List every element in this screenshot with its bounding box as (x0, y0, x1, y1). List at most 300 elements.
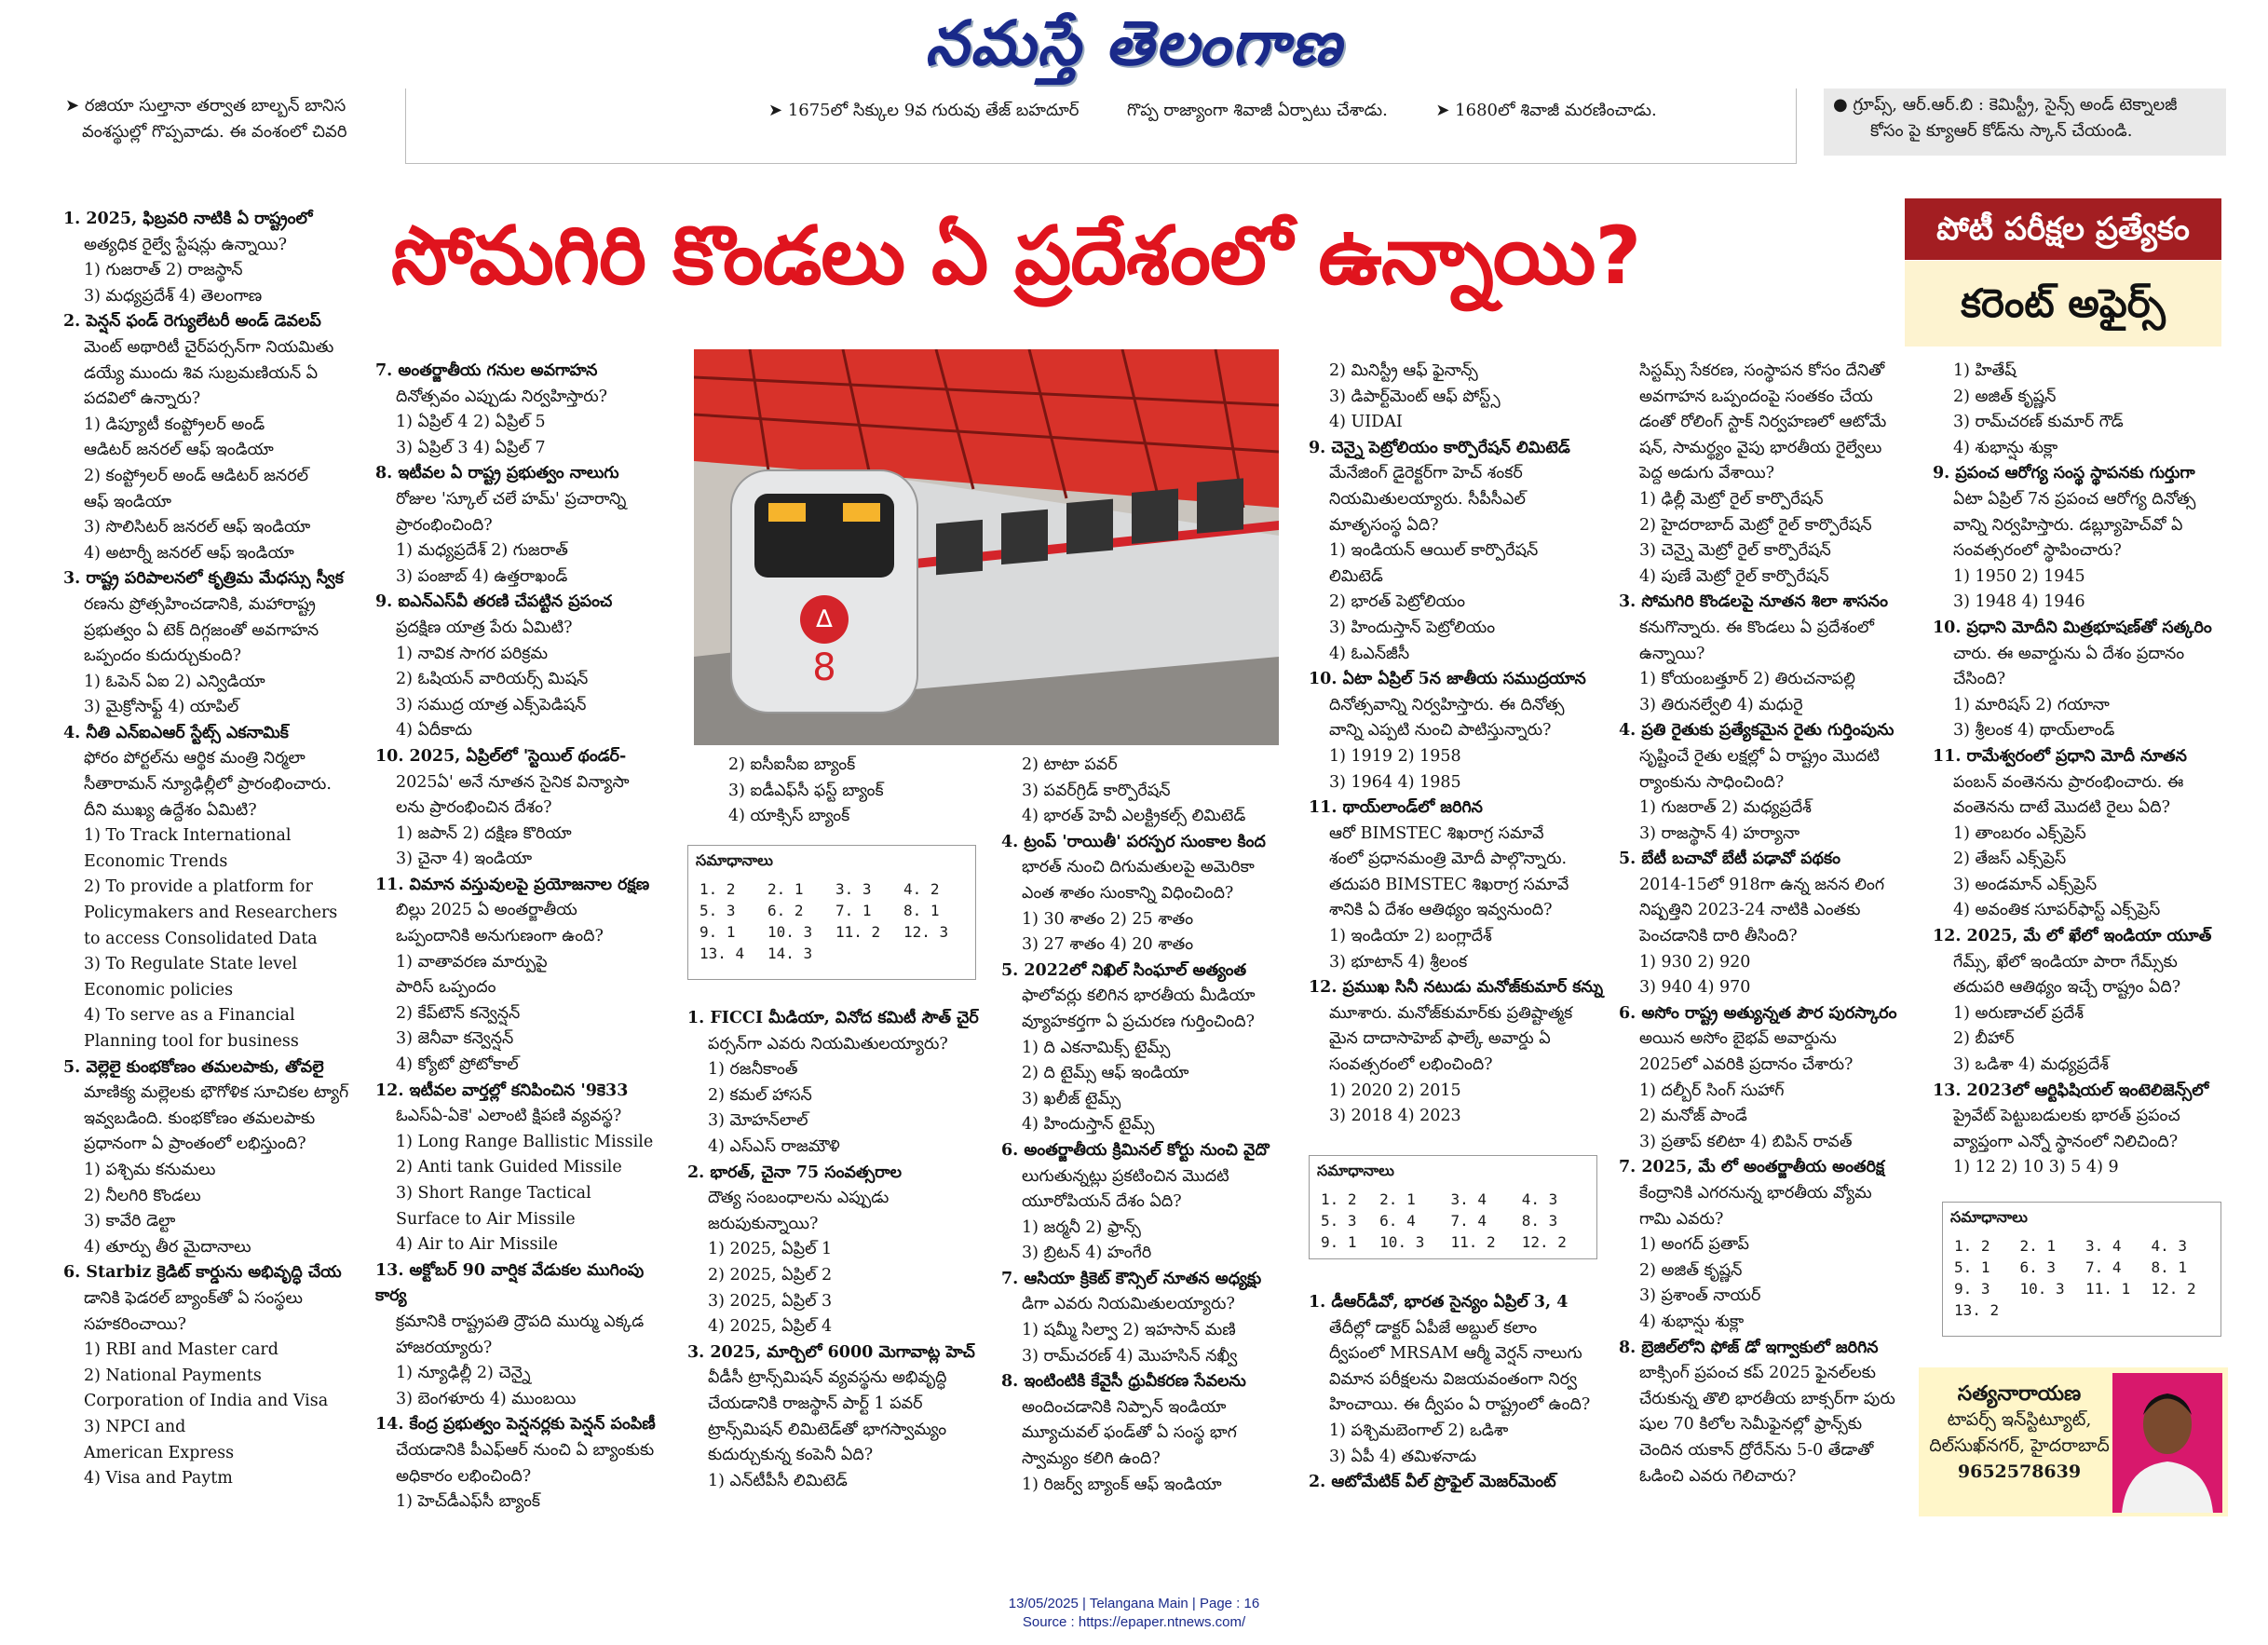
answer-cell: 13. 2 (1954, 1301, 2000, 1319)
text-line: ప్రధానంగా ఏ ప్రాంతంలో లభిస్తుంది? (84, 1135, 306, 1154)
text-line: మ్యూచువల్ ఫండ్‌తో ఏ సంస్థ భాగ (1022, 1423, 1237, 1443)
answer-cell (900, 943, 968, 964)
text-line: అవగాహన ఒప్పందంపై సంతకం చేయ (1639, 387, 1873, 406)
text-line: 1) పశ్చిమబెంగాల్ 2) ఒడిశా (1329, 1421, 1509, 1440)
text-line: 3) హిందుస్తాన్ పెట్రోలియం (1329, 618, 1496, 637)
answer-cell: 10. 3 (1379, 1233, 1425, 1251)
text-line: 3) చెన్నై మెట్రో రైల్ కార్పొరేషన్ (1639, 541, 1831, 561)
text-line: 2) ఐసీఐసీఐ బ్యాంక్ (728, 755, 856, 774)
text-line: మేనేజింగ్ డైరెక్టర్‌గా హెచ్ శంకర్ (1329, 464, 1523, 483)
text-line: 6. Starbiz క్రెడిట్ కార్డును అభివృద్ధి చేయ (63, 1263, 342, 1283)
text-line: 4. ట్రంప్ 'రాయితీ' పరస్పర సుంకాల కింద (1001, 832, 1266, 851)
text-line: Economic Trends (84, 851, 228, 871)
text-line: ప్రభుత్వం ఏ టెక్ దిగ్గజంతో అవగాహన (84, 620, 319, 640)
text-line: 1) ఇండియన్ ఆయిల్ కార్పొరేషన్ (1329, 541, 1539, 561)
text-line: డంతో రోలింగ్ స్టాక్ నిర్వహణలో ఆటోమే (1639, 413, 1887, 432)
text-line: 7. ఆసియా క్రికెట్ కౌన్సిల్ నూతన అధ్యక్షు (1001, 1269, 1262, 1288)
text-line: 1) ఇండియా 2) బంగ్లాదేశ్ (1329, 927, 1492, 946)
column-3-top (708, 753, 987, 830)
text-line: ఓడించి ఎవరు గెలిచారు? (1639, 1466, 1797, 1486)
column-7 (1933, 359, 2231, 1181)
text-line: 3) 1948 4) 1946 (1953, 592, 2085, 612)
text-line: ఆఫ్ ఇండియా (84, 492, 171, 511)
text-line: 1. డీఆర్‌డీవో, భారత సైన్యం ఏప్రిల్ 3, 4 (1309, 1293, 1569, 1312)
text-line: గామి ఎవరు? (1639, 1209, 1724, 1229)
text-line: to access Consolidated Data (84, 929, 318, 948)
text-line: హించాయి. ఈ ద్వీపం ఏ రాష్ట్రంలో ఉంది? (1329, 1395, 1591, 1415)
text-line: ప్రారంభించింది? (396, 515, 493, 535)
text-line: ఎంత శాతం సుంకాన్ని విధించింది? (1022, 883, 1234, 903)
text-line: 3) రాజస్థాన్ 4) హర్యానా (1639, 823, 1800, 843)
text-line: 2) బీహార్ (1953, 1029, 2015, 1049)
text-line: Policymakers and Researchers (84, 904, 338, 923)
text-line: 1) ఏప్రిల్ 4 2) ఏప్రిల్ 5 (396, 413, 546, 432)
text-line: 4) To serve as a Financial (84, 1006, 295, 1026)
text-line: 4) యాక్సిస్ బ్యాంక్ (728, 807, 850, 826)
text-line: 8. ఇటీవల ఏ రాష్ట్ర ప్రభుత్వం నాలుగు (375, 464, 619, 483)
text-line: శానికి ఏ దేశం ఆతిథ్యం ఇవ్వనుంది? (1329, 901, 1553, 920)
answer-cell: 11. 2 (1450, 1233, 1496, 1251)
text-line: ఆడిటర్ జనరల్ ఆఫ్ ఇండియా (84, 441, 274, 460)
text-line: విమాన పరీక్షలను విజయవంతంగా నిర్వ (1329, 1369, 1578, 1389)
text-line: 3) రామ్‌చరణ్ 4) మొహసిన్ నఖ్వీ (1022, 1346, 1238, 1366)
text-line: 1) 2020 2) 2015 (1329, 1081, 1461, 1100)
text-line: రోజుల 'స్కూల్ చలే హమ్' ప్రచారాన్ని (396, 489, 627, 509)
text-line: కేంద్రానికి ఎగరనున్న భారతీయ వ్యోమ (1639, 1184, 1872, 1203)
text-line: 3) మోహన్‌లాల్ (708, 1111, 808, 1131)
metro-train-photo (694, 349, 1279, 745)
text-line: 2014-15లో 918గా ఉన్న జనన లింగ (1639, 875, 1885, 894)
answer-cell: 11. 1 (2085, 1280, 2131, 1298)
text-line: వంతెనను దాటే మొదటి రైలు ఏది? (1953, 798, 2170, 818)
text-line: 3. రాష్ట్ర పరిపాలనలో కృత్రిమ మేధస్సు స్వీక (63, 569, 344, 589)
answers-grid (696, 878, 968, 964)
text-line: నిష్పత్తిని 2023-24 నాటికి ఎంతకు (1639, 901, 1861, 920)
text-line: 8. ఇంటింటికి కేవైసీ ధ్రువీకరణ సేవలను (1001, 1372, 1246, 1392)
text-line: వీడీసీ ట్రాన్స్‌మిషన్ వ్యవస్థను అభివృద్ధి (708, 1368, 947, 1388)
text-line: American Express (84, 1443, 235, 1462)
text-line: 2. భారత్, చైనా 75 సంవత్సరాల (687, 1162, 903, 1182)
text-line: 3) మధ్యప్రదేశ్ 4) తెలంగాణ (84, 286, 263, 306)
text-line: 3) సముద్ర యాత్ర ఎక్స్‌పెడిషన్ (396, 695, 587, 714)
text-line: 1) 930 2) 920 (1639, 952, 1751, 972)
text-line: 1) రజనీకాంత్ (708, 1060, 798, 1080)
text-line: తదుపరి ఆతిథ్యం ఇచ్చే రాష్ట్రం ఏది? (1953, 978, 2181, 998)
text-line: 1) నావిక సాగర పరిక్రమ (396, 644, 548, 663)
column-4 (1001, 753, 1309, 1498)
text-line: 3) బ్రిటన్ 4) హంగేరి (1022, 1244, 1152, 1263)
text-line: 2. ఆటోమేటిక్ వీల్ ప్రొఫైల్ మెజర్‌మెంట్ (1309, 1473, 1556, 1492)
answers-title: సమాధానాలు (696, 851, 773, 869)
page-footer (0, 1595, 2268, 1632)
text-line: భారత్ నుంచి దిగుమతులపై అమెరికా (1022, 858, 1255, 877)
text-line: 1. FICCI మీడియా, వినోద కమిటీ సౌత్ చైర్ (687, 1009, 979, 1027)
text-line: డిగా ఎవరు నియమితులయ్యారు? (1022, 1295, 1235, 1314)
text-line: ర్యాంకును సాధించింది? (1639, 772, 1785, 792)
text-line: 14. కేంద్ర ప్రభుత్వం పెన్షనర్లకు పెన్షన్ పంపిణీ (375, 1415, 656, 1434)
text-line: తేదీల్లో డాక్టర్ ఏపీజే అబ్దుల్ కలాం (1329, 1318, 1538, 1338)
answer-cell: 9. 3 (1954, 1280, 1990, 1298)
text-line: 1) జర్మనీ 2) ఫ్రాన్స్ (1022, 1217, 1141, 1237)
answer-cell: 4. 2 (903, 880, 940, 898)
text-line: చేయడానికి రాజస్థాన్ పార్ట్ 1 పవర్ (708, 1393, 923, 1413)
text-line: 4) తూర్పు తీర మైదానాలు (84, 1237, 251, 1257)
text-line: 2) నీలగిరి కొండలు (84, 1186, 201, 1205)
text-line: 1) ఓపెన్ ఏఐ 2) ఎన్విడియా (84, 672, 265, 691)
text-line: సిస్టమ్స్ సేకరణ, సంస్థాపన కోసం దేనితో (1639, 361, 1885, 380)
text-line: 4) శుభాన్షు శుక్లా (1639, 1312, 1745, 1331)
text-line: 2025ఏ' అనే నూతన సైనిక విన్యాసా (396, 772, 630, 792)
text-line: హాజరయ్యారు? (396, 1338, 493, 1357)
text-line: సంవత్సరంలో లభించింది? (1329, 1055, 1493, 1075)
text-line: 1) పశ్చిమ కనుమలు (84, 1160, 216, 1179)
answer-cell: 9. 1 (1321, 1233, 1357, 1251)
text-line: 3) ప్రశాంత్ నాయర్ (1639, 1286, 1761, 1306)
answer-cell: 2. 1 (1379, 1190, 1416, 1208)
text-line: ఉన్నాయి? (1639, 644, 1705, 663)
text-line: సహకరించాయి? (84, 1314, 187, 1334)
text-line: డయ్యే ముందు శివ సుబ్రమణియన్ ఏ (84, 363, 319, 383)
text-line: ఏటా ఏప్రిల్ 7న ప్రపంచ ఆరోగ్య దినోత్స (1953, 489, 2196, 509)
text-line: 9. చెన్నై పెట్రోలియం కార్పొరేషన్ లిమిటెడ్ (1309, 438, 1570, 457)
text-line: మైన దాదాసాహెబ్ ఫాల్కే అవార్డు ఏ (1329, 1029, 1551, 1049)
masthead (0, 0, 2268, 88)
text-line: 1) To Track International (84, 826, 292, 846)
text-line: 2) తేజస్ ఎక్స్‌ప్రెస్ (1953, 850, 2067, 869)
text-line: 1) మారిషస్ 2) గయానా (1953, 695, 2110, 714)
text-line: అందించడానికి నిప్పాన్ ఇండియా (1022, 1397, 1227, 1417)
answer-cell: 14. 3 (767, 945, 813, 962)
text-line: స్వామ్యం కలిగి ఉంది? (1022, 1449, 1161, 1469)
text-line: చారు. ఈ అవార్డును ఏ దేశం ప్రదానం (1953, 644, 2185, 663)
text-line: నియమితులయ్యారు. సీపీసీఎల్ (1329, 489, 1526, 509)
text-line: ఫోరం పోర్టల్‌ను ఆర్థిక మంత్రి నిర్మలా (84, 749, 306, 768)
text-line: 1) రిజర్వ్ బ్యాంక్ ఆఫ్ ఇండియా (1022, 1475, 1222, 1494)
text-line: 3) ఏప్రిల్ 3 4) ఏప్రిల్ 7 (396, 438, 546, 457)
text-line: పారిస్ ఒప్పందం (396, 978, 496, 998)
text-line: 2) అజిత్ కృష్ణన్ (1953, 387, 2057, 406)
text-line: 3. సోమగిరి కొండలపై నూతన శిలా శాసనం (1619, 592, 1888, 612)
text-line: చెందిన యకాన్ ద్రోరేన్‌ను 5-0 తేడాతో (1639, 1440, 1874, 1460)
column-5 (1309, 359, 1616, 1130)
answer-cell: 3. 4 (1450, 1190, 1487, 1208)
answer-cell: 7. 4 (1450, 1212, 1487, 1230)
text-line: 1) 12 2) 10 3) 5 4) 9 (1953, 1158, 2119, 1177)
text-line: 3) Short Range Tactical (396, 1184, 591, 1203)
text-line: రణను ప్రోత్సహించడానికి, మహారాష్ట్ర (84, 594, 316, 614)
text-line: 3) ఐడీఎఫ్‌సీ ఫస్ట్ బ్యాంక్ (728, 781, 884, 800)
text-line: 4. ప్రతి రైతుకు ప్రత్యేకమైన రైతు గుర్తింపును (1619, 721, 1895, 741)
column-5-bottom (1309, 1290, 1616, 1496)
text-line: 8. బ్రెజిల్‌లోని ఫోజ్ డో ఇగ్వాకులో జరిగిన (1619, 1338, 1879, 1357)
text-line: 3) 2018 4) 2023 (1329, 1107, 1461, 1126)
text-line: కనుగొన్నారు. ఈ కొండలు ఏ ప్రదేశంలో (1639, 618, 1875, 637)
author-photo (2112, 1373, 2222, 1513)
text-line: ఆరో BIMSTEC శిఖరాగ్ర సమావే (1329, 823, 1544, 843)
text-line: బాక్సింగ్ ప్రపంచ కప్ 2025 ఫైనల్‌లకు (1639, 1364, 1876, 1383)
text-line: 9. ఐఎన్ఎస్‌వీ తరణి చేపట్టిన ప్రపంచ (375, 592, 613, 612)
text-line: 3) ఖలీజ్ టైమ్స్ (1022, 1089, 1121, 1108)
text-line: 1) గుజరాత్ 2) రాజస్థాన్ (84, 261, 243, 280)
answer-cell: 12. 3 (903, 923, 949, 941)
text-line: 3) చైనా 4) ఇండియా (396, 850, 533, 869)
text-line: 3) శ్రీలంక 4) థాయ్‌లాండ్ (1953, 721, 2115, 741)
text-line: మెంట్ అథారిటీ చైర్‌పర్సన్‌గా నియమితు (84, 337, 334, 357)
answer-cell: 1. 2 (1321, 1190, 1357, 1208)
answers-title: సమాధానాలు (1950, 1208, 2028, 1226)
text-line: 1) ఎన్‌టీపీసీ లిమిటెడ్ (708, 1471, 848, 1490)
text-line: 10. ఏటా ఏప్రిల్ 5న జాతీయ సముద్రయాన (1309, 670, 1586, 689)
footer-dateline: 13/05/2025 | Telangana Main | Page : 16 (1008, 1596, 1260, 1611)
text-line: 3) 2025, ఏప్రిల్ 3 (708, 1291, 833, 1311)
text-line: ఫాలోవర్లు కలిగిన భారతీయ మీడియా (1022, 986, 1256, 1006)
text-line: 2) అజిత్ కృష్ణన్ (1639, 1260, 1743, 1280)
text-line: 2) కంప్ట్రోలర్ అండ్ ఆడిటర్ జనరల్ (84, 466, 309, 485)
text-line: సీతారామన్ న్యూఢిల్లీలో ప్రారంభించారు. (84, 775, 332, 795)
text-line: 2) National Payments (84, 1366, 262, 1385)
text-line: 3) రామ్‌చరణ్ కుమార్ గౌడ్ (1953, 413, 2124, 432)
answer-cell: 8. 3 (1521, 1212, 1558, 1230)
text-line: 4) ఎస్ఎస్ రాజమౌళి (708, 1136, 840, 1156)
text-line: పెంచడానికి దారి తీసింది? (1639, 927, 1798, 946)
answers-table-1 (687, 845, 976, 980)
text-line: దినోత్సవం ఎప్పుడు నిర్వహిస్తారు? (396, 387, 608, 406)
text-line: చేయడానికి పీఎఫ్ఆర్ నుంచి ఏ బ్యాంకుకు (396, 1440, 655, 1460)
text-line: 2) భారత్ పెట్రోలియం (1329, 592, 1466, 612)
text-line: 4) పుణే మెట్రో రైల్ కార్పొరేషన్ (1639, 566, 1829, 586)
text-line: 2) కమల్ హాసన్ (708, 1085, 812, 1105)
text-line: 1) 1919 2) 1958 (1329, 746, 1461, 766)
text-line: 3) సొలిసిటర్ జనరల్ ఆఫ్ ఇండియా (84, 518, 311, 537)
text-line: 1) కోయంబత్తూర్ 2) తిరుచనాపల్లి (1639, 670, 1855, 689)
text-line: 1. 2025, ఫిబ్రవరి నాటికి ఏ రాష్ట్రంలో (63, 210, 313, 228)
text-line: 4) శుభాన్షు శుక్లా (1953, 438, 2058, 457)
text-line: 3) To Regulate State level (84, 955, 298, 974)
text-line: 3) భూటాన్ 4) శ్రీలంక (1329, 952, 1468, 972)
text-line: 2) మినిస్ట్రీ ఆఫ్ ఫైనాన్స్ (1329, 361, 1478, 380)
text-line: 5. 2022లో నిఖిల్ సింఘాల్ అత్యంత (1001, 960, 1247, 980)
text-line: 13. అక్టోబర్ 90 వార్షిక వేడుకల ముగింపు కార్య (375, 1260, 645, 1306)
text-line: 1) ది ఎకనామిక్స్ టైమ్స్ (1022, 1038, 1171, 1057)
text-line: పెద్ద అడుగు వేశాయి? (1639, 464, 1774, 483)
text-line: 3) డిపార్ట్‌మెంట్ ఆఫ్ పోస్ట్స్ (1329, 387, 1501, 406)
answer-cell: 6. 3 (2019, 1258, 2057, 1276)
text-line: Corporation of India and Visa (84, 1392, 329, 1411)
answer-cell: 4. 3 (2151, 1237, 2188, 1255)
text-line: 3) 1964 4) 1985 (1329, 772, 1461, 792)
text-line: 1) Long Range Ballistic Missile (396, 1132, 654, 1151)
answer-cell (832, 943, 900, 964)
answer-cell: 11. 2 (835, 923, 881, 941)
svg-text:8: 8 (812, 646, 836, 689)
column-1 (63, 207, 360, 1492)
text-line: 1) షమ్మీ సిల్వా 2) ఇహసాన్ మణి (1022, 1321, 1236, 1340)
text-line: 5. వెల్లెలై కుంభకోణం తమలపాకు, తోవలై (63, 1057, 324, 1077)
answers-grid (1317, 1189, 1589, 1253)
column-6 (1619, 359, 1917, 1489)
text-line: బిల్లు 2025 ఏ అంతర్జాతీయ (396, 901, 577, 920)
answer-cell: 6. 4 (1379, 1212, 1416, 1230)
text-line: 5. బేటీ బచావో బేటీ పఢావో పథకం (1619, 850, 1841, 869)
answers-table-2 (1309, 1155, 1597, 1259)
text-line: 6. అంతర్జాతీయ క్రిమినల్ కోర్టు నుంచి వైదొ (1001, 1140, 1270, 1160)
text-line: యూరోపియన్ దేశం ఏది? (1022, 1192, 1182, 1212)
text-line: దీని ముఖ్య ఉద్దేశం ఏమిటి? (84, 800, 257, 820)
text-line: షన్, సామర్థ్యం వైపు భారతీయ రైల్వేలు (1639, 438, 1882, 457)
column-3-bottom (687, 1006, 985, 1494)
top-strip-mid: ➤ 1675లో సిక్కుల 9వ గురువు తేజ్ బహదూర్ గొప్ప రాజ్యాంగా శివాజీ ఏర్పాటు చేశాడు. ➤ 1680లో శివాజీ మరణించాడు. (768, 101, 1657, 120)
text-line: 11. థాయ్‌లాండ్‌లో జరిగిన (1309, 798, 1483, 818)
text-line: 2) Anti tank Guided Missile (396, 1158, 622, 1177)
text-line: గేమ్స్, ఖేలో ఇండియా పారా గేమ్స్‌కు (1953, 952, 2178, 972)
top-strip-left: ➤ రజియా సుల్తానా తర్వాత బాల్బన్ బానిస వంశస్థుల్లో గొప్పవాడు. ఈ వంశంలో చివరి (65, 96, 347, 142)
text-line: ఇవ్వబడింది. కుంభకోణం తమలపాకు (84, 1108, 316, 1128)
arrow-icon: ➤ (768, 101, 788, 120)
answer-cell: 13. 4 (699, 945, 745, 962)
text-line: లిమిటెడ్ (1329, 566, 1383, 586)
text-line: అధికారం లభించింది? (396, 1466, 532, 1486)
page-headline: సోమగిరి కొండలు ఏ ప్రదేశంలో ఉన్నాయి? (391, 210, 1641, 303)
text-line: తదుపరి BIMSTEC శిఖరాగ్ర సమావే (1329, 875, 1569, 894)
text-line: 6. అసోం రాష్ట్ర అత్యున్నత పౌర పురస్కారం (1619, 1003, 1897, 1023)
text-line: 7. 2025, మే లో అంతర్జాతీయ అంతరిక్ష (1619, 1158, 1885, 1177)
footer-source: Source : https://epaper.ntnews.com/ (1022, 1614, 1246, 1630)
text-line: 4) Visa and Paytm (84, 1469, 233, 1489)
text-line: పదవిలో ఉన్నారు? (84, 389, 201, 409)
text-line: ప్రైవేట్ పెట్టుబడులకు భారత్ ప్రపంచ (1953, 1107, 2180, 1126)
bullet-icon: ➤ (65, 96, 85, 116)
text-line: 12. 2025, మే లో ఖేలో ఇండియా యూత్ (1933, 927, 2212, 946)
text-line: 10. 2025, ఏప్రిల్‌లో 'స్టెయిల్ థండర్- (375, 746, 627, 766)
text-line: 1) 2025, ఏప్రిల్ 1 (708, 1240, 833, 1259)
text-line: కుదుర్చుకున్న కంపెనీ ఏది? (708, 1446, 874, 1465)
text-line: 1) మధ్యప్రదేశ్ 2) గుజరాత్ (396, 541, 568, 561)
text-line: 1) హెచ్‌డీఎఫ్‌సీ బ్యాంక్ (396, 1492, 540, 1512)
text-line: 3) మైక్రోసాఫ్ట్ 4) యాపిల్ (84, 698, 239, 717)
answer-cell: 7. 1 (835, 902, 872, 919)
section-banner: పోటీ పరీక్షల ప్రత్యేకం (1905, 198, 2221, 260)
answer-cell: 2. 1 (767, 880, 804, 898)
answer-cell: 9. 1 (699, 923, 736, 941)
text-line: 2) కేప్‌టౌన్ కన్వెన్షన్ (396, 1003, 521, 1023)
text-line: 1) దల్బీర్ సింగ్ సుహాగ్ (1639, 1081, 1785, 1100)
answer-cell: 8. 1 (2151, 1258, 2188, 1276)
answer-cell (2082, 1299, 2148, 1321)
text-line: వాన్ని ఎప్పటి నుంచి పాటిస్తున్నారు? (1329, 721, 1552, 741)
text-line: 3) ఒడిశా 4) మధ్యప్రదేశ్ (1953, 1055, 2109, 1075)
text-line: 1) 30 శాతం 2) 25 శాతం (1022, 909, 1194, 929)
answer-cell: 2. 1 (2019, 1237, 2057, 1255)
text-line: 1) అంగద్ ప్రతాప్ (1639, 1235, 1749, 1255)
text-line: 3) 940 4) 970 (1639, 978, 1751, 998)
top-strip-right: ● గ్రూప్స్, ఆర్.ఆర్.బి : కెమిస్ట్రీ, సైన్స్ అండ్ టెక్నాలజీ కోసం పై క్యూఆర్ కోడ్‌ను స్కాన్ చేయండి. (1824, 88, 2226, 156)
text-line: 2) హైదరాబాద్ మెట్రో రైల్ కార్పొరేషన్ (1639, 515, 1872, 535)
text-line: 12. ప్రముఖ సినీ నటుడు మనోజ్‌కుమార్ కన్ను (1309, 978, 1604, 998)
answer-cell: 5. 3 (699, 902, 736, 919)
text-line: 3) NPCI and (84, 1417, 186, 1436)
text-line: సంవత్సరంలో స్థాపించారు? (1953, 541, 2122, 561)
text-line: వ్యాప్తంగా ఎన్నో స్థానంలో నిలిచింది? (1953, 1132, 2179, 1151)
text-line: చేసింది? (1953, 670, 2006, 689)
text-line: 4) 2025, ఏప్రిల్ 4 (708, 1317, 833, 1337)
arrow-icon: ➤ (1435, 101, 1456, 120)
text-line: దౌత్య సంబంధాలను ఎప్పుడు (708, 1189, 890, 1208)
answer-cell: 4. 3 (1521, 1190, 1558, 1208)
text-line: 3) జెనీవా కన్వెన్షన్ (396, 1029, 514, 1049)
author-box: సత్యనారాయణ టాపర్స్ ఇన్‌స్టిట్యూట్, దిల్‌సుఖ్‌నగర్, హైదరాబాద్ 9652578639 (1919, 1367, 2228, 1516)
text-line: 1) ఢిల్లీ మెట్రో రైల్ కార్పొరేషన్ (1639, 489, 1824, 509)
text-line: శంలో ప్రధానమంత్రి మోదీ పాల్గొన్నారు. (1329, 850, 1568, 869)
text-line: 4) UIDAI (1329, 413, 1403, 432)
text-line: దినోత్సవాన్ని నిర్వహిస్తారు. ఈ దినోత్స (1329, 695, 1565, 714)
text-line: 3) ప్రతాప్ కలిటా 4) బిపిన్ రావత్ (1639, 1132, 1853, 1151)
text-line: 11. విమాన వస్తువులపై ప్రయోజనాల రక్షణ (375, 875, 650, 894)
text-line: 4) అవంతిక సూపర్‌ఫాస్ట్ ఎక్స్‌ప్రెస్ (1953, 901, 2161, 920)
answer-cell: 3. 4 (2085, 1237, 2122, 1255)
answer-cell (2017, 1299, 2083, 1321)
author-name: సత్యనారాయణ (1957, 1381, 2082, 1406)
text-line: 4) అటార్నీ జనరల్ ఆఫ్ ఇండియా (84, 543, 294, 563)
text-line: 1) డిప్యూటీ కంప్ట్రోలర్ అండ్ (84, 415, 265, 434)
text-line: 2025లో ఎవరికి ప్రదానం చేశారు? (1639, 1055, 1854, 1075)
text-line: 1) తాంబరం ఎక్స్‌ప్రెస్ (1953, 823, 2086, 843)
text-line: షుల 70 కిలోల సెమీఫైనల్లో ఫ్రాన్స్‌కు (1639, 1415, 1863, 1434)
text-line: 4) క్యోటో ప్రోటోకాల్ (396, 1055, 519, 1075)
text-line: 2) ది టైమ్స్ ఆఫ్ ఇండియా (1022, 1064, 1189, 1083)
text-line: ట్రాన్స్‌మిషన్ లిమిటెడ్‌తో భాగస్వామ్యం (708, 1420, 947, 1439)
text-line: 3. 2025, మార్చిలో 6000 మెగావాట్ల హెచ్ (687, 1342, 975, 1362)
newspaper-logo: నమస్తే తెలంగాణ (925, 7, 1343, 79)
text-line: 3) అండమాన్ ఎక్స్‌ప్రెస్ (1953, 875, 2098, 894)
text-line: 4) భారత్ హెవీ ఎలక్ట్రికల్స్ లిమిటెడ్ (1022, 807, 1246, 826)
svg-text:∆: ∆ (816, 605, 833, 633)
text-line: లుగుతున్నట్లు ప్రకటించిన మొదటి (1022, 1166, 1229, 1186)
text-line: అత్యధిక రైల్వే స్టేషన్లు ఉన్నాయి? (84, 235, 288, 254)
text-line: 1) 1950 2) 1945 (1953, 566, 2085, 586)
text-line: Surface to Air Missile (396, 1209, 576, 1229)
text-line: 10. ప్రధాని మోదీని మిత్రభూషణ్‌తో సత్కరిం (1933, 618, 2212, 637)
answer-cell: 6. 2 (767, 902, 804, 919)
text-line: 1) RBI and Master card (84, 1340, 278, 1360)
text-line: 1) వాతావరణ మార్పుపై (396, 952, 548, 972)
answer-cell: 5. 3 (1321, 1212, 1357, 1230)
text-line: 4) హిందుస్తాన్ టైమ్స్ (1022, 1115, 1155, 1135)
text-line: క్రమానికి రాష్ట్రపతి ద్రౌపది ముర్ము ఎక్కడ (396, 1312, 645, 1331)
text-line: మూశారు. మనోజ్‌కుమార్‌కు ప్రతిష్టాత్మక (1329, 1003, 1573, 1023)
text-line: చేరుకున్న తొలి భారతీయ బాక్సర్‌గా పురు (1639, 1389, 1895, 1408)
text-line: అయిన అసోం బైభవ్ అవార్డును (1639, 1029, 1837, 1049)
column-2 (375, 359, 664, 1516)
text-line: 1) అరుణాచల్ ప్రదేశ్ (1953, 1003, 2085, 1023)
text-line: ఓఎస్ఏ-ఏకె' ఎలాంటి క్షిపణి వ్యవస్థ? (396, 1107, 622, 1126)
text-line: 2. పెన్షన్ ఫండ్ రెగ్యులేటరీ అండ్ డెవలప్ (63, 312, 321, 332)
text-line: వాన్ని నిర్వహిస్తారు. డబ్ల్యూహెచ్‌వో ఏ (1953, 515, 2183, 535)
text-line: 1) జపాన్ 2) దక్షిణ కొరియా (396, 823, 572, 843)
text-line: 3) పవర్‌గ్రిడ్ కార్పొరేషన్ (1022, 781, 1171, 800)
answer-cell: 12. 2 (2151, 1280, 2196, 1298)
text-line: 7. అంతర్జాతీయ గనుల అవగాహన (375, 361, 598, 380)
text-line: ఒప్పందం కుదుర్చుకుంది? (84, 646, 241, 666)
text-line: Planning tool for business (84, 1032, 299, 1051)
text-line: ద్వీపంలో MRSAM ఆర్మీ వెర్షన్ నాలుగు (1329, 1344, 1582, 1364)
answers-title: సమాధానాలు (1317, 1162, 1394, 1179)
answer-cell: 3. 3 (835, 880, 872, 898)
text-line: 3) తిరునల్వేలి 4) మధురై (1639, 695, 1803, 714)
answer-cell: 7. 4 (2085, 1258, 2122, 1276)
metro-train-image (694, 349, 1279, 745)
text-line: 13. 2023లో ఆర్టిఫిషియల్ ఇంటెలిజెన్స్‌లో (1933, 1081, 2209, 1100)
answer-cell (2148, 1299, 2214, 1321)
